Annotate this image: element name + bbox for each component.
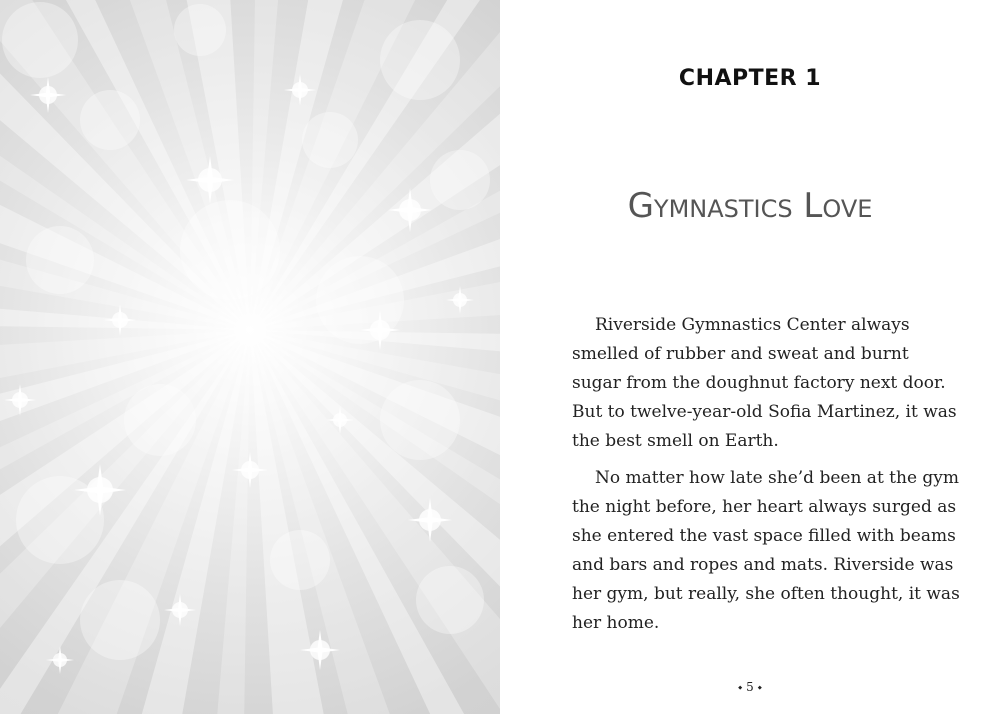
text-line: the night before, her heart always surged as — [572, 497, 957, 517]
page-number-value: 5 — [746, 680, 754, 694]
chapter-body — [572, 311, 960, 646]
bokeh-circle — [380, 380, 460, 460]
bokeh-circle — [270, 530, 330, 590]
bokeh-circle — [302, 112, 358, 168]
page-number — [500, 680, 1000, 695]
chapter-label: CHAPTER 1 — [678, 66, 822, 91]
bokeh-circle — [80, 90, 140, 150]
ornament-right-icon: ⬩ — [757, 680, 762, 694]
text-line: her gym, but really, she often thought, it was — [572, 584, 960, 604]
text-line: sugar from the doughnut factory next door. — [572, 373, 946, 393]
bokeh-circle — [416, 566, 484, 634]
bokeh-circle — [180, 200, 280, 300]
text-line: she entered the vast space filled with beams — [572, 526, 956, 546]
bokeh-circle — [380, 20, 460, 100]
bokeh-circle — [2, 2, 78, 78]
text-line: Riverside Gymnastics Center always — [595, 315, 910, 335]
bokeh-circle — [430, 150, 490, 210]
bokeh-circle — [174, 4, 226, 56]
bokeh-circle — [26, 226, 94, 294]
text-line: the best smell on Earth. — [572, 431, 779, 451]
text-line: No matter how late she’d been at the gym — [595, 468, 960, 488]
text-line: her home. — [572, 613, 660, 633]
ornament-left-icon: ⬩ — [738, 680, 743, 694]
chapter-title: Gymnastics Love — [627, 186, 873, 226]
text-line: But to twelve-year-old Sofia Martinez, it was — [572, 402, 957, 422]
text-line: and bars and ropes and mats. Riverside was — [572, 555, 954, 575]
bokeh-circle — [124, 384, 196, 456]
paragraph-1 — [572, 311, 957, 456]
bokeh-circle — [80, 580, 160, 660]
paragraph-2 — [572, 464, 960, 638]
text-line: smelled of rubber and sweat and burnt — [572, 344, 909, 364]
text-page — [500, 0, 1000, 714]
